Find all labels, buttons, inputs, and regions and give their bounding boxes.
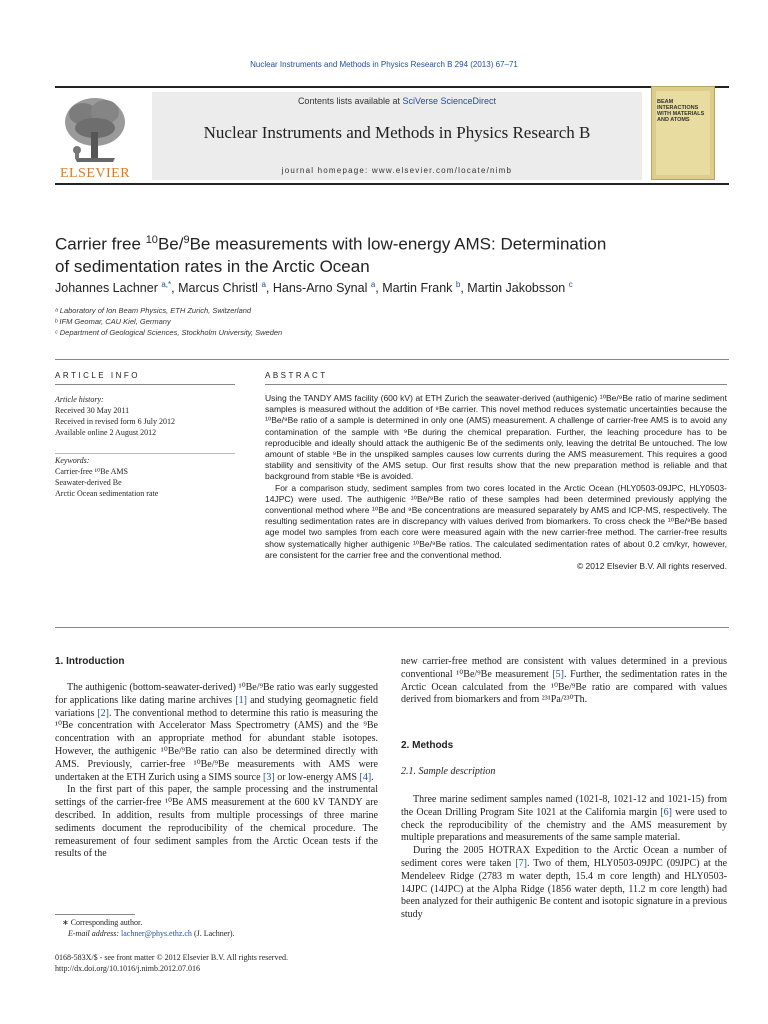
email-label: E-mail address: — [68, 929, 122, 938]
email-note — [68, 929, 235, 938]
corresponding-author-note: ∗ Corresponding author. — [62, 918, 143, 927]
article-title — [55, 229, 715, 278]
affiliation: ᵃ Laboratory of Ion Beam Physics, ETH Zurich, Switzerland — [55, 306, 252, 315]
author-name: Martin Frank — [382, 281, 453, 296]
front-matter-note: 0168-583X/$ - see front matter © 2012 Elsevier B.V. All rights reserved. — [55, 953, 288, 962]
body-paragraph: Three marine sediment samples named (1021-8, 1021-12 and 1021-15) from the Ocean Drilling Program Site 1021 at the California margin [6] were used to check the reproducibility of the chemistry and the AMS measurement by multiple preparations and measurements of the same sample material. — [401, 794, 727, 844]
divider — [55, 453, 235, 454]
keyword: Seawater-derived Be — [55, 478, 122, 487]
author-affil-link[interactable]: a — [261, 280, 266, 289]
abstract-heading: ABSTRACT — [265, 371, 328, 380]
title-text: Be/ — [157, 234, 184, 254]
doi-link[interactable]: http://dx.doi.org/10.1016/j.nimb.2012.07.016 — [55, 964, 200, 973]
journal-title: Nuclear Instruments and Methods in Physics Research B — [203, 123, 591, 142]
abstract-paragraph: For a comparison study, sediment samples from two cores located in the Arctic Ocean (HLY0503-09JPC, HLY0503-14JPC) were used. The authigenic ¹⁰Be/⁹Be ratio of these samples had been determined previously applying the conventional method where ¹⁰Be and ⁹Be concentrations are measured separately by AMS and ICP-MS, respectively. The resulting sedimentation rates are in discrepancy with values derived from biomarkers. To cross check the ¹⁰Be/⁹Be based age model two samples from each core were measured again with the new carrier-free method. The carrier-free results show systematically higher authigenic ¹⁰Be/⁹Be ratios. The calculated sedimentation rates of about 0.2 cm/kyr, however, are consistent for the carrier free and the conventional method. — [265, 482, 727, 560]
abstract-body — [265, 393, 727, 572]
body-column-right — [401, 656, 727, 707]
title-sup: 9 — [183, 234, 190, 246]
keyword: Arctic Ocean sedimentation rate — [55, 489, 159, 498]
elsevier-wordmark: ELSEVIER — [59, 166, 131, 181]
title-text: of sedimentation rates in the Arctic Ocean — [55, 256, 370, 276]
header-rule — [55, 86, 729, 88]
citation-link[interactable]: [2] — [97, 707, 109, 719]
history-item: Available online 2 August 2012 — [55, 428, 157, 437]
title-text: Carrier free — [55, 234, 146, 254]
citation-link[interactable]: [4] — [359, 771, 372, 783]
article-info-heading: ARTICLE INFO — [55, 371, 140, 380]
section-heading: 1. Introduction — [55, 656, 125, 667]
author-affil-link[interactable]: b — [455, 280, 461, 289]
author-name: Johannes Lachner — [55, 281, 158, 296]
email-link[interactable]: lachner@phys.ethz.ch — [121, 929, 192, 938]
email-suffix: (J. Lachner). — [191, 929, 235, 938]
citation-link[interactable]: [1] — [235, 694, 247, 706]
keywords-label: Keywords: — [55, 456, 90, 465]
section-heading: 2. Methods — [401, 740, 454, 751]
body-paragraph: During the 2005 HOTRAX Expedition to the Arctic Ocean a number of sediment cores were taken [7]. Two of them, HLY0503-09JPC (09JPC) at the Mendeleev Ridge (2783 m water depth, 15.4 m core length) and HLY0503-14JPC (14JPC) at the Alpha Ridge (1856 water depth, 11.2 m core length) had been analyzed for their authigenic Be content and isotopic signature in a previous study — [401, 845, 728, 921]
author-affil-link[interactable]: c — [568, 280, 573, 289]
history-label: Article history: — [55, 395, 104, 404]
title-text: Be measurements with low-energy AMS: Determination — [189, 234, 607, 254]
body-paragraph: The authigenic (bottom-seawater-derived) ¹⁰Be/⁹Be ratio was early suggested for applications like dating marine archives [1] and studying geomagnetic field variations [2]. The conventional method to determine this ratio is measuring the ¹⁰Be concentration with Accelerator Mass Spectrometry (AMS) and the ⁹Be concentration with an appropriate method for abundant stable isotopes. However, the authigenic ¹⁰Be/⁹Be ratio can also be determined directly with AMS. Previously, carrier-free ¹⁰Be/⁹Be measurements with AMS were undertaken at the ETH Zurich using a SIMS source [3] or low-energy AMS [4]. — [55, 682, 378, 783]
author-affil-link[interactable]: a,* — [161, 280, 172, 289]
history-item: Received 30 May 2011 — [55, 406, 130, 415]
author-list: Johannes Lachner $^{a,*}$, Marcus Christl $^a$, Hans-Arno Synal $^a$, Martin Frank $^b$, Martin Jakobsson $^c$ — [55, 280, 573, 296]
body-column-right-2 — [401, 794, 727, 922]
sciencedirect-link[interactable]: SciVerse ScienceDirect — [402, 96, 497, 106]
author-affil-link[interactable]: a — [370, 280, 376, 289]
elsevier-logo — [55, 92, 135, 182]
author-name: Hans-Arno Synal — [272, 281, 368, 296]
copyright-notice: © 2012 Elsevier B.V. All rights reserved. — [576, 561, 727, 572]
affiliation: ᶜ Department of Geological Sciences, Stockholm University, Sweden — [55, 328, 283, 337]
body-paragraph: In the first part of this paper, the sample processing and the instrumental settings of the carrier-free ¹⁰Be AMS measurement at the 600 kV TANDY are described. In addition, results from multiple processings of three marine sediments document the reproducibility of the chemical procedure. The remeasurement of four sediment samples from the Arctic Ocean tests if the results of the — [55, 784, 378, 860]
body-column-left — [55, 682, 378, 861]
divider — [55, 627, 729, 628]
keyword: Carrier-free ¹⁰Be AMS — [55, 467, 128, 476]
divider — [265, 384, 727, 385]
author-name: Martin Jakobsson — [467, 281, 566, 296]
journal-cover-image — [651, 86, 715, 180]
journal-citation[interactable]: Nuclear Instruments and Methods in Physics Research B 294 (2013) 67–71 — [250, 60, 518, 69]
citation-link[interactable]: [6] — [660, 806, 672, 818]
contents-line — [152, 96, 642, 106]
divider — [55, 359, 729, 360]
citation-link[interactable]: [7] — [515, 857, 527, 869]
citation-link[interactable]: [3] — [263, 771, 275, 783]
history-item: Received in revised form 6 July 2012 — [55, 417, 175, 426]
cover-title: BEAM INTERACTIONS WITH MATERIALS AND ATOMS — [657, 99, 705, 123]
author-name: Marcus Christl — [178, 281, 258, 296]
citation-link[interactable]: [5] — [552, 668, 565, 680]
subsection-heading: 2.1. Sample description — [401, 766, 496, 777]
journal-homepage-link[interactable]: journal homepage: www.elsevier.com/locate/nimb — [281, 166, 513, 175]
footnote-rule — [55, 914, 135, 915]
body-paragraph: new carrier-free method are consistent with values determined in a previous conventional ¹⁰Be/⁹Be measurement [5]. Further, the sedimentation rates in the Arctic Ocean calculated from the ¹⁰Be/⁹Be ratio are compared with values derived from biomarkers and from ²³¹Pa/²³⁰Th. — [401, 656, 728, 706]
title-sup: 10 — [145, 234, 158, 246]
affiliation: ᵇ IFM Geomar, CAU Kiel, Germany — [55, 317, 171, 326]
divider — [55, 384, 235, 385]
abstract-paragraph: Using the TANDY AMS facility (600 kV) at ETH Zurich the seawater-derived (authigenic) ¹⁰Be/⁹Be ratio of marine sediment samples is measured without the addition of ⁹Be carrier. This novel method reduces systematic uncertainties because the ¹⁰Be/⁹Be ratio of a sample is determined in only one (AMS) measurement. A challenge of carrier-free AMS is to avoid any contamination of the sample with ⁹Be during the chemical preparation. Further, the leaching procedure has to be reproducible and ideally should attack the authigenic Be of the sediments only, leaving the detrital Be untouched. The low amount of stable ⁹Be in the unspiked samples causes low currents during the AMS measurement. This requires a good stability and sensitivity of the AMS setup. Our first results show that the new preparation method is reliable and that background from stable ⁹Be is avoided. — [265, 393, 727, 482]
contents-prefix: Contents lists available at — [297, 96, 403, 106]
header-rule — [55, 183, 729, 185]
